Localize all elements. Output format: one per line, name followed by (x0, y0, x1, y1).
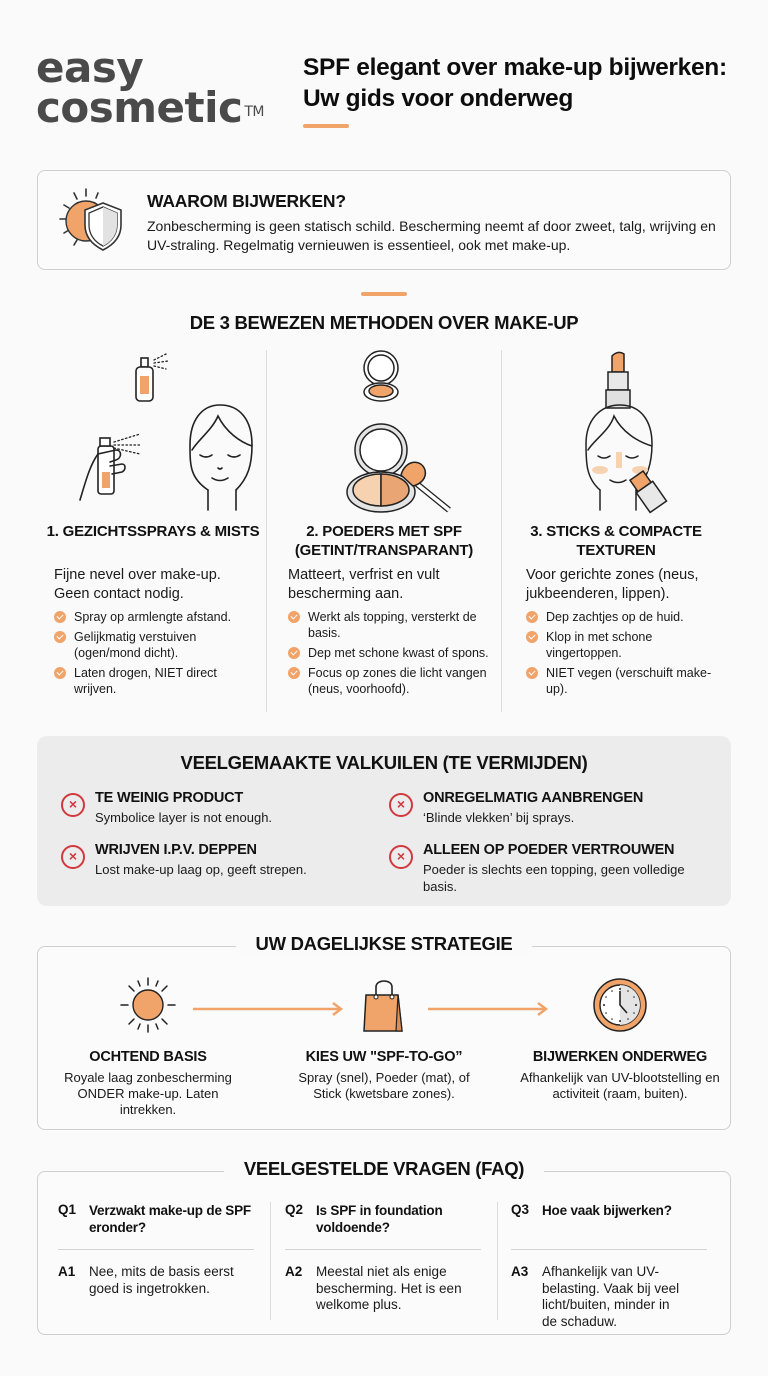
bullet-item (288, 645, 493, 661)
question-label: Q2 (285, 1202, 304, 1217)
pitfall-text: Poeder is slechts een topping, geen volledige basis. (423, 862, 685, 894)
answer-label: A2 (285, 1264, 303, 1279)
faq-panel (37, 1158, 731, 1335)
bullet-text: Laten drogen, NIET direct wrijven. (74, 666, 217, 696)
check-icon (288, 647, 300, 659)
pitfall-text: ‘Blinde vlekken’ bij sprays. (423, 810, 575, 825)
question-text: Hoe vaak bijwerken? (542, 1203, 672, 1218)
faq-separator (511, 1249, 707, 1250)
check-icon (54, 611, 66, 623)
error-x-icon: × (389, 845, 413, 869)
bullet-item (288, 609, 493, 641)
trademark: TM (244, 104, 265, 120)
question-text: Is SPF in foundation voldoende? (316, 1203, 443, 1235)
pitfall-title: ONREGELMATIG AANBRENGEN (423, 790, 644, 806)
answer-text: Nee, mits de basis eerst goed is ingetrokken. (89, 1264, 234, 1296)
error-x-icon: × (61, 845, 85, 869)
pitfalls-panel (37, 736, 731, 906)
accent-rule (303, 124, 349, 128)
why-refresh-panel (37, 170, 731, 270)
method-intro: Fijne nevel over make-up. Geen contact nodig. (54, 567, 221, 602)
answer-text: Meestal niet als enige bescherming. Het is een welkome plus. (316, 1264, 462, 1312)
strategy-step (510, 975, 730, 1102)
bullet-item (526, 629, 726, 661)
check-icon (288, 611, 300, 623)
bullet-text: Klop in met schone vingertoppen. (546, 630, 653, 660)
method-intro: Matteert, verfrist en vult bescherming aan. (288, 567, 440, 602)
answer-text: Afhankelijk van UV-belasting. Vaak bij veel licht/buiten, minder in de schaduw. (542, 1264, 680, 1329)
brand-line-2 (36, 83, 265, 132)
error-x-icon: × (61, 793, 85, 817)
strategy-step (274, 975, 494, 1102)
faq-separator (58, 1249, 254, 1250)
why-text: Zonbescherming is geen statisch schild. Bescherming neemt af door zweet, talg, wrijving en UV-straling. Regelmatig vernieuwen is essentieel, ook met make-up. (147, 218, 716, 253)
header (0, 0, 768, 150)
sun-shield-icon (56, 185, 128, 255)
bullet-text: Gelijkmatig verstuiven (ogen/mond dicht). (74, 630, 197, 660)
method-heading: 2. POEDERS MET SPF (GETINT/TRANSPARANT) (294, 523, 474, 559)
question-label: Q1 (58, 1202, 77, 1217)
method-card-powder (267, 350, 501, 715)
step-text: Afhankelijk van UV-blootstelling en activiteit (raam, buiten). (520, 1070, 720, 1101)
check-icon (288, 667, 300, 679)
bullet-text: Werkt als topping, versterkt de basis. (308, 610, 477, 640)
method-card-stick (502, 350, 730, 715)
pitfall-text: Symbolice layer is not enough. (95, 810, 273, 825)
answer-label: A1 (58, 1264, 76, 1279)
step-title: OCHTEND BASIS (89, 1049, 207, 1065)
bullet-text: Spray op armlengte afstand. (74, 610, 232, 624)
face-spray-icon (40, 350, 266, 515)
error-x-icon: × (389, 793, 413, 817)
brand-line-1: easy (36, 43, 144, 92)
pitfall-title: ALLEEN OP POEDER VERTROUWEN (423, 842, 675, 858)
step-title: BIJWERKEN ONDERWEG (532, 1049, 708, 1065)
strategy-title: UW DAGELIJKSE STRATEGIE (236, 933, 533, 954)
check-icon (526, 611, 538, 623)
method-heading: 3. STICKS & COMPACTE TEXTUREN (530, 523, 702, 559)
method-card-spray (40, 350, 266, 715)
pitfall-title: WRIJVEN I.P.V. DEPPEN (95, 842, 257, 858)
step-title: KIES UW "SPF-TO-GO” (305, 1049, 463, 1065)
pitfalls-title: VEELGEMAAKTE VALKUILEN (TE VERMIJDEN) (180, 752, 588, 773)
method-bullets (288, 609, 493, 701)
why-title: WAAROM BIJWERKEN? (147, 191, 346, 211)
bullet-text: Focus op zones die licht vangen (neus, voorhoofd). (308, 666, 487, 696)
bullet-item (54, 665, 259, 697)
column-divider (270, 1202, 271, 1320)
powder-compact-icon (267, 350, 501, 515)
question-label: Q3 (511, 1202, 530, 1217)
method-heading: 1. GEZICHTSSPRAYS & MISTS (46, 523, 260, 540)
clock-icon (590, 975, 650, 1035)
brand-logo (36, 43, 265, 132)
check-icon (526, 631, 538, 643)
method-bullets (526, 609, 726, 701)
bullet-text: Dep met schone kwast of spons. (308, 646, 489, 660)
method-intro: Voor gerichte zones (neus, jukbeenderen, lippen). (526, 567, 699, 602)
question-text: Verzwakt make-up de SPF eronder? (89, 1203, 251, 1235)
spf-stick-icon (502, 350, 730, 515)
bullet-item (526, 609, 726, 625)
shopping-bag-icon (354, 975, 414, 1035)
brand-name: cosmetic (36, 83, 243, 132)
bullet-item (526, 665, 726, 697)
methods-grid (40, 350, 730, 715)
bullet-item (288, 665, 493, 697)
pitfall-text: Lost make-up laag op, geeft strepen. (95, 862, 307, 877)
check-icon (526, 667, 538, 679)
methods-title: DE 3 BEWEZEN METHODEN OVER MAKE-UP (189, 312, 579, 333)
pitfall-title: TE WEINIG PRODUCT (95, 790, 244, 806)
bullet-item (54, 629, 259, 661)
answer-label: A3 (511, 1264, 529, 1279)
faq-separator (285, 1249, 481, 1250)
section-divider (361, 292, 407, 296)
method-bullets (54, 609, 259, 701)
step-text: Spray (snel), Poeder (mat), of Stick (kwetsbare zones). (298, 1070, 470, 1101)
bullet-text: NIET vegen (verschuift make-up). (546, 666, 712, 696)
sun-icon (118, 975, 178, 1035)
bullet-text: Dep zachtjes op de huid. (546, 610, 684, 624)
check-icon (54, 667, 66, 679)
daily-strategy-panel (37, 933, 731, 1130)
page-title: SPF elegant over make-up bijwerken: Uw gids voor onderweg (303, 54, 727, 112)
check-icon (54, 631, 66, 643)
bullet-item (54, 609, 259, 625)
faq-title: VEELGESTELDE VRAGEN (FAQ) (224, 1158, 544, 1179)
strategy-step (38, 975, 258, 1118)
step-text: Royale laag zonbescherming ONDER make-up. Laten intrekken. (64, 1070, 232, 1117)
column-divider (497, 1202, 498, 1320)
